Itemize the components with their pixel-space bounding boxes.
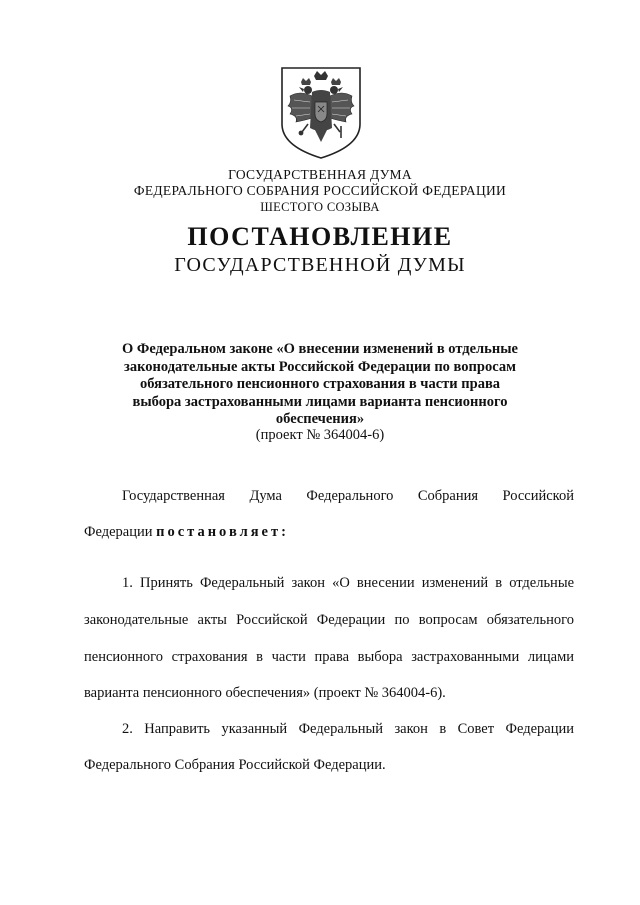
item-2-line: Федерального Собрания Российской Федерации. [84,757,386,773]
coat-of-arms-emblem [276,62,366,162]
item-2-line: 2. Направить указанный Федеральный закон в Совет Федерации [122,721,574,737]
subject-line: выбора застрахованными лицами варианта пенсионного [132,393,508,410]
subject-heading [100,341,540,429]
document-title: ПОСТАНОВЛЕНИЕ [187,222,453,251]
convocation-line: ШЕСТОГО СОЗЫВА [260,200,380,214]
preamble-text: Федерации [84,524,157,540]
document-subtitle: ГОСУДАРСТВЕННОЙ ДУМЫ [174,254,466,276]
preamble-line-1: Государственная Дума Федерального Собрания Российской [122,488,574,504]
organization-line-1: ГОСУДАРСТВЕННАЯ ДУМА [228,167,412,182]
double-headed-eagle-icon [276,62,366,162]
project-number: (проект № 364004-6) [255,427,385,443]
preamble-line-2 [84,524,574,541]
item-1-line: варианта пенсионного обеспечения» (проект № 364004-6). [84,685,446,701]
item-1-line: пенсионного страхования в части права выбора застрахованными лицами [84,649,574,665]
subject-line: обязательного пенсионного страхования в части права [139,376,501,392]
subject-line: О Федеральном законе «О внесении изменений в отдельные [122,341,518,357]
organization-line-2: ФЕДЕРАЛЬНОГО СОБРАНИЯ РОССИЙСКОЙ ФЕДЕРАЦИИ [133,183,507,198]
decree-verb: постановляет: [156,524,289,540]
subject-line: обеспечения» [275,411,365,427]
subject-line: законодательные акты Российской Федерации по вопросам [124,358,516,375]
item-1-line: 1. Принять Федеральный закон «О внесении изменений в отдельные [122,575,574,591]
item-1-line: законодательные акты Российской Федерации по вопросам обязательного [84,612,574,628]
